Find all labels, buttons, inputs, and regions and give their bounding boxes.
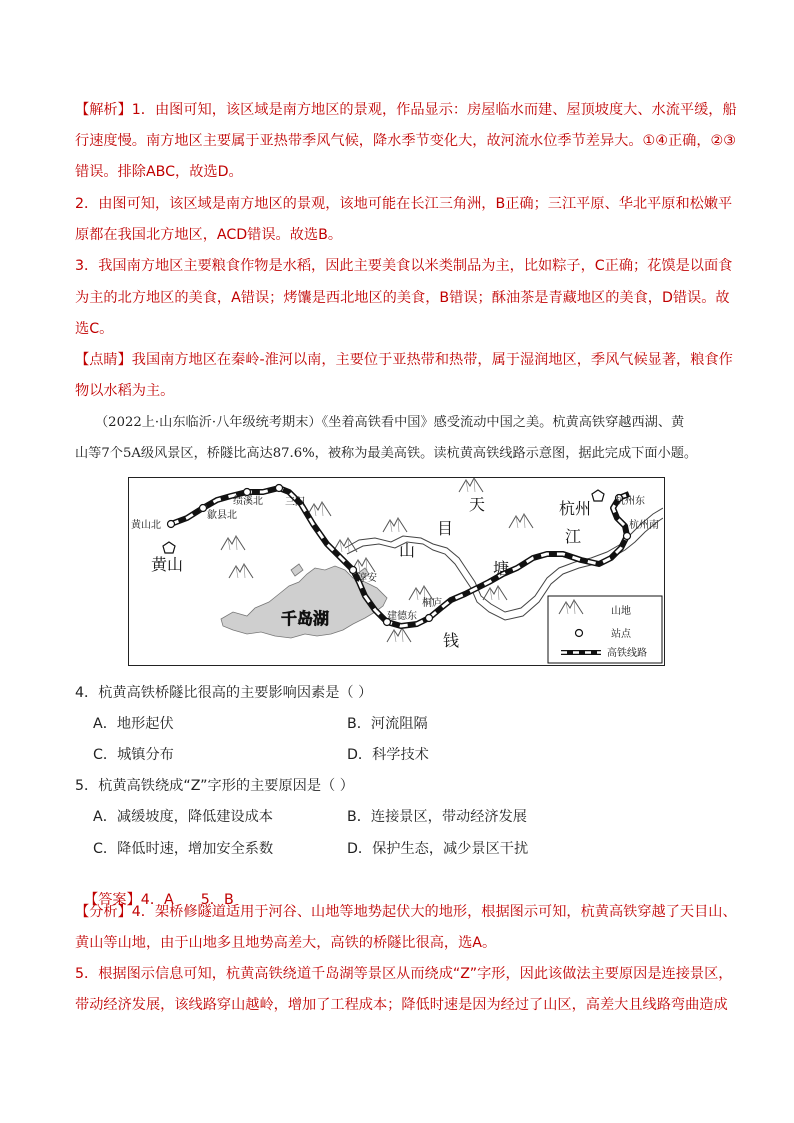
analysis-tag: 【解析】 xyxy=(75,102,132,118)
point-text-2: 物以水稻为主。 xyxy=(75,383,175,399)
q5-option-b[interactable]: B．连接景区，带动经济发展 xyxy=(347,809,527,825)
analysis-q3-text-2: 为主的北方地区的美食，A错误；烤馕是西北地区的美食，B错误；酥油茶是青藏地区的美食，D错误。故 xyxy=(75,290,730,306)
label-sanyang: 三阳 xyxy=(285,497,305,508)
analysis2-q5-text-2: 带动经济发展，该线路穿山越岭，增加了工程成本；降低时速是因为经过了山区，高差大且线路弯曲造成 xyxy=(75,997,728,1013)
analysis-q1-text-1: 1．由图可知，该区域是南方地区的景观，作品显示：房屋临水而建、屋顶坡度大、水流平缓，船 xyxy=(131,102,737,118)
q4-option-a[interactable]: A．地形起伏 xyxy=(93,716,174,732)
q4-option-c[interactable]: C．城镇分布 xyxy=(93,747,174,763)
station-tonglu xyxy=(426,615,433,622)
analysis-q3-text-3: 选C。 xyxy=(75,321,114,337)
intro-text-1: （2022上·山东临沂·八年级统考期末）《坐着高铁看中国》感受流动中国之美。杭黄高铁穿越西湖、黄 xyxy=(95,415,685,430)
railway-map xyxy=(128,477,665,666)
analysis2-q5-text-1: 5．根据图示信息可知，杭黄高铁绕道千岛湖等景区从而绕成“Z”字形，因此该做法主要原因是连接景区， xyxy=(75,966,733,982)
analysis-q1-text-2: 行速度慢。南方地区主要属于亚热带季风气候，降水季节变化大，故河流水位季节差异大。①④正确，②③ xyxy=(75,133,736,149)
station-chunan xyxy=(350,567,357,574)
huangshan-marker xyxy=(163,542,175,553)
question-5-stem: 5．杭黄高铁绕成“Z”字形的主要原因是（ ） xyxy=(75,778,354,794)
intro-text-2: 山等7个5A级风景区，桥隧比高达87.6%，被称为最美高铁。读杭黄高铁线路示意图，据此完成下面小题。 xyxy=(75,446,698,461)
legend-station-label: 站点 xyxy=(611,629,631,640)
analysis-line-1 xyxy=(75,100,737,120)
q5-option-d[interactable]: D．保护生态，减少景区干扰 xyxy=(347,841,529,857)
analysis2-line-1 xyxy=(75,902,737,922)
point-tag: 【点睛】 xyxy=(75,352,132,368)
analysis2-tag: 【分析】 xyxy=(75,904,132,920)
answer-tag: 【答案】 xyxy=(84,892,141,908)
place-jiang: 江 xyxy=(565,527,582,546)
point-text-1: 我国南方地区在秦岭-淮河以南，主要位于亚热带和热带，属于湿润地区，季风气候显著，粮食作 xyxy=(131,352,733,368)
analysis-q1-text-3: 错误。排除ABC，故选D。 xyxy=(75,164,243,180)
place-shan: 山 xyxy=(399,541,416,560)
station-sanyang xyxy=(276,485,283,492)
station-huangshanbei xyxy=(168,521,175,528)
label-huangshanbei: 黄山北 xyxy=(131,520,161,531)
hangzhou-marker xyxy=(592,490,604,501)
q5-option-c[interactable]: C．降低时速，增加安全系数 xyxy=(93,841,274,857)
place-hangzhou: 杭州 xyxy=(559,499,592,518)
q4-option-b[interactable]: B．河流阻隔 xyxy=(347,716,428,732)
place-qiandaohu: 千岛湖 xyxy=(281,609,330,628)
legend-station-icon xyxy=(576,630,583,637)
analysis2-q4-text-2: 黄山等山地，由于山地多且地势高差大，高铁的桥隧比很高，选A。 xyxy=(75,935,497,951)
station-hangzhounan xyxy=(624,533,631,540)
label-hangzhoudong: 杭州东 xyxy=(615,496,645,507)
place-mu: 目 xyxy=(437,519,454,538)
point-line-1 xyxy=(75,350,733,370)
label-tonglu: 桐庐 xyxy=(422,598,442,609)
question-4-stem: 4．杭黄高铁桥隧比很高的主要影响因素是（ ） xyxy=(75,685,373,701)
legend-railway-label: 高铁线路 xyxy=(607,648,647,659)
label-jiandedong: 建德东 xyxy=(387,611,417,622)
q5-option-a[interactable]: A．减缓坡度，降低建设成本 xyxy=(93,809,273,825)
legend-mountain-label: 山地 xyxy=(611,606,631,617)
place-huangshan: 黄山 xyxy=(151,555,184,574)
analysis-q2-text-2: 原都在我国北方地区，ACD错误。故选B。 xyxy=(75,227,343,243)
answer-text: 4．A 5．B xyxy=(140,892,234,908)
label-jixibei: 绩溪北 xyxy=(233,496,263,507)
station-jixibei xyxy=(244,489,251,496)
place-qian: 钱 xyxy=(443,631,460,650)
q4-option-d[interactable]: D．科学技术 xyxy=(347,747,429,763)
place-tang: 塘 xyxy=(493,559,510,578)
label-shexianbei: 歙县北 xyxy=(207,510,237,521)
analysis-q3-text-1: 3．我国南方地区主要粮食作物是水稻，因此主要美食以米类制品为主，比如粽子，C正确；花馍是以面食 xyxy=(75,258,733,274)
analysis2-q4-text-1: 4．架桥修隧道适用于河谷、山地等地势起伏大的地形，根据图示可知，杭黄高铁穿越了天目山、 xyxy=(131,904,737,920)
analysis-q2-text-1: 2．由图可知，该区域是南方地区的景观，该地可能在长江三角洲，B正确；三江平原、华北平原和松嫩平 xyxy=(75,196,733,212)
label-chunan: 淳安 xyxy=(357,573,377,584)
label-hangzhounan: 杭州南 xyxy=(629,520,659,531)
place-tian: 天 xyxy=(469,495,486,514)
station-shexianbei xyxy=(200,505,207,512)
